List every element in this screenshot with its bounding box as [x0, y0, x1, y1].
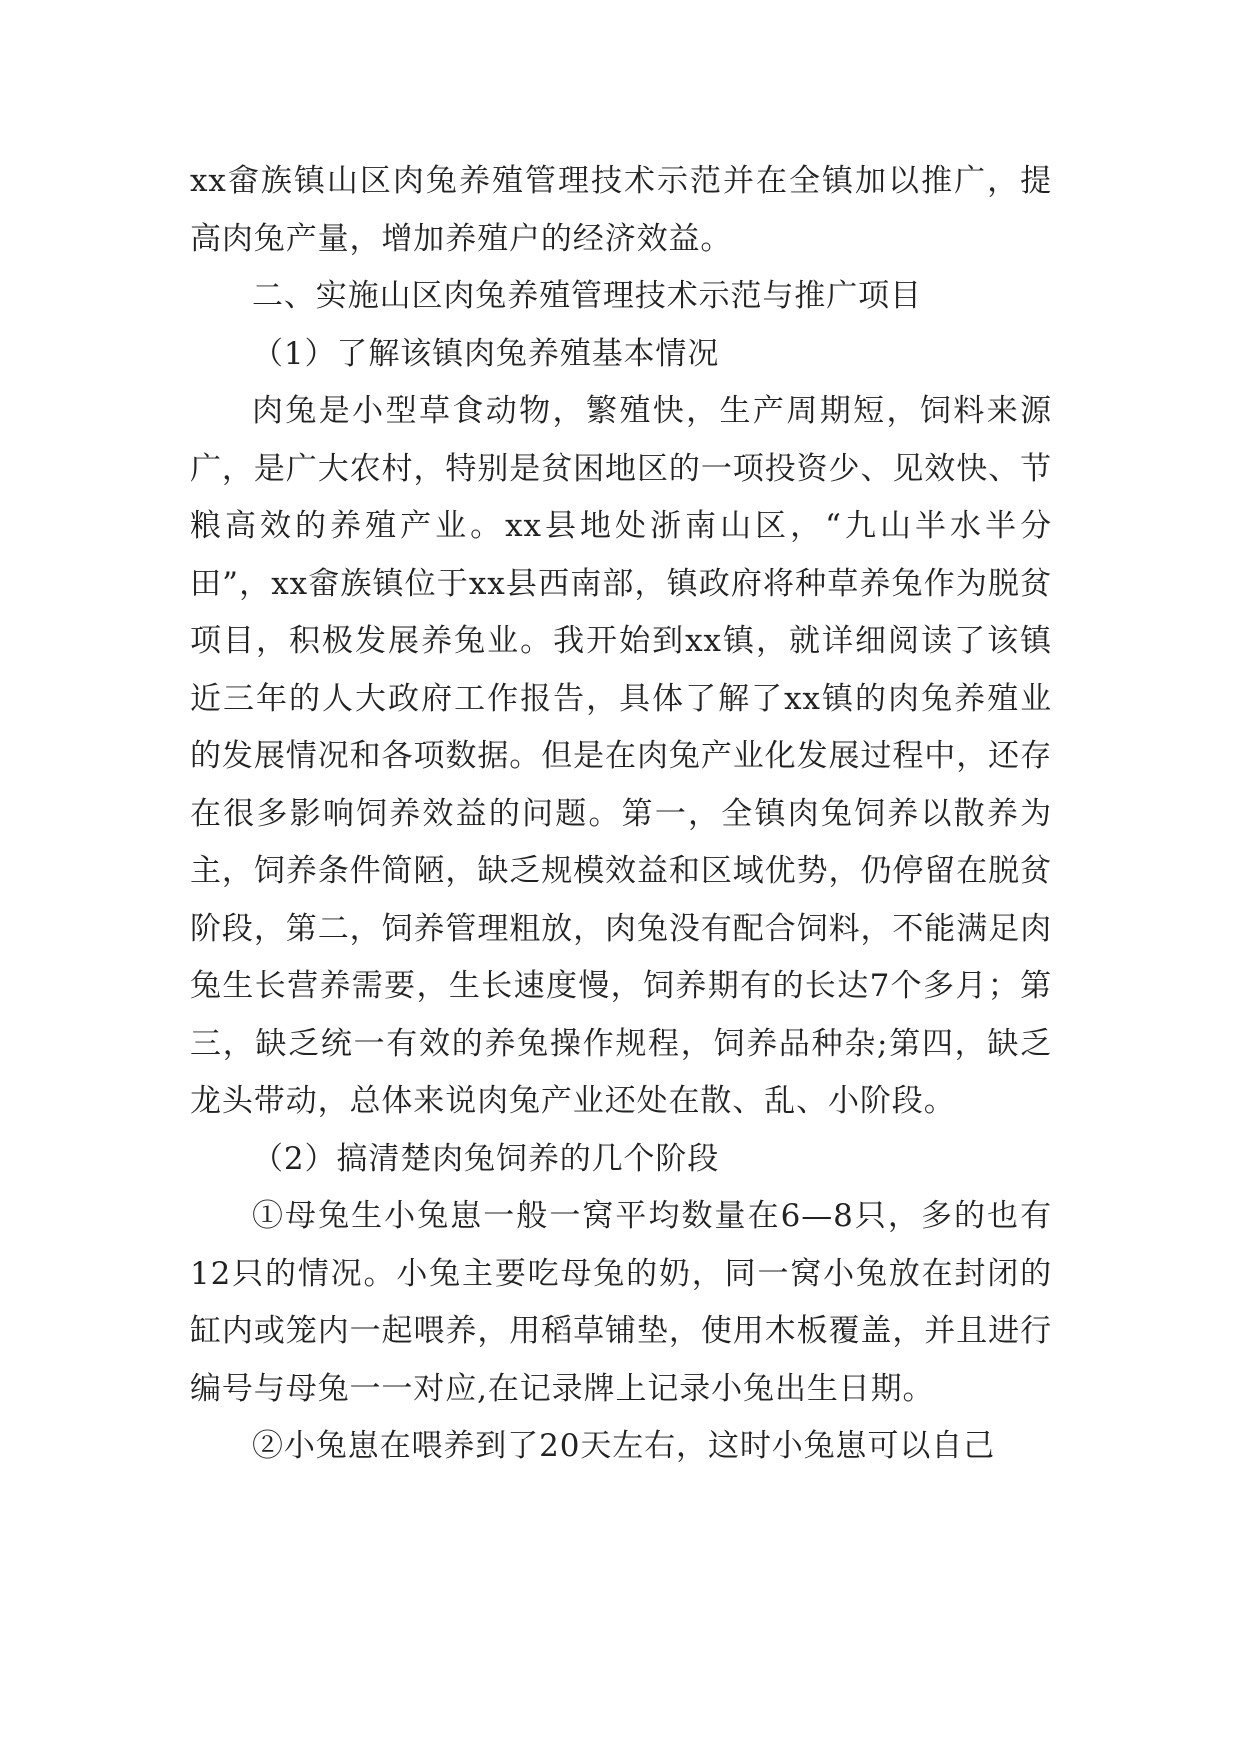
subsection-heading-2: （2）搞清楚肉兔饲养的几个阶段: [252, 1140, 720, 1177]
paragraph-stage-2: ②小兔崽在喂养到了20天左右，这时小兔崽可以自己: [252, 1428, 996, 1464]
paragraph-stage-1: ①母兔生小兔崽一般一窝平均数量在6—8只，多的也有12只的情况。小兔主要吃母兔的奶，同一窝小兔放在封闭的缸内或笼内一起喂养，用稻草铺垫，使用木板覆盖，并且进行编号与母兔一一对应,在记录牌上记录小兔出生日期。: [190, 1198, 1052, 1407]
paragraph-situation: 肉兔是小型草食动物，繁殖快，生产周期短，饲料来源广，是广大农村，特别是贫困地区的一项投资少、见效快、节粮高效的养殖产业。xx县地处浙南山区，“九山半水半分田”，xx畲族镇位于xx县西南部，镇政府将种草养兔作为脱贫项目，积极发展养兔业。我开始到xx镇，就详细阅读了该镇近三年的人大政府工作报告，具体了解了xx镇的肉兔养殖业的发展情况和各项数据。但是在肉兔产业化发展过程中，还存在很多影响饲养效益的问题。第一，全镇肉兔饲养以散养为主，饲养条件简陋，缺乏规模效益和区域优势，仍停留在脱贫阶段，第二，饲养管理粗放，肉兔没有配合饲料，不能满足肉兔生长营养需要，生长速度慢，饲养期有的长达7个多月；第三，缺乏统一有效的养兔操作规程，饲养品种杂;第四，缺乏龙头带动，总体来说肉兔产业还处在散、乱、小阶段。: [190, 393, 1052, 1119]
document-body: [190, 153, 1052, 1476]
paragraph-intro-continuation: xx畲族镇山区肉兔养殖管理技术示范并在全镇加以推广，提高肉兔产量，增加养殖户的经济效益。: [190, 163, 1052, 257]
subsection-heading-1: （1）了解该镇肉兔养殖基本情况: [252, 335, 720, 372]
section-heading: 二、实施山区肉兔养殖管理技术示范与推广项目: [252, 278, 922, 314]
